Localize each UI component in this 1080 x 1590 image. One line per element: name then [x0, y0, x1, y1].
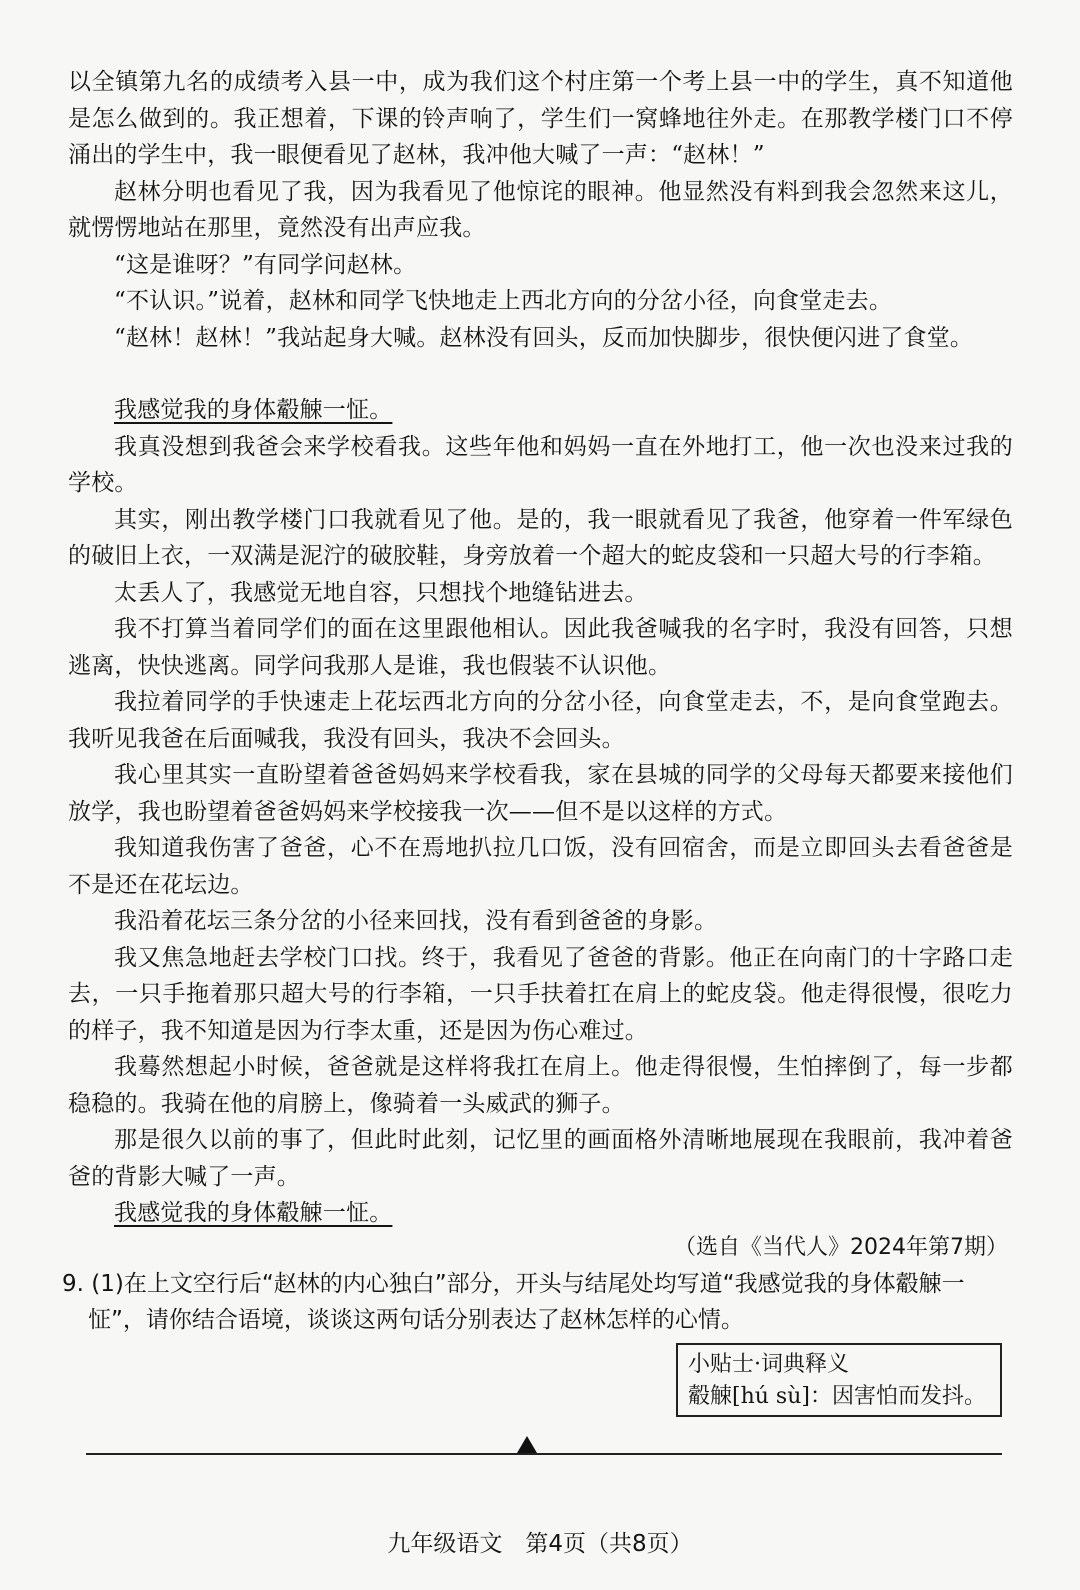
paragraph: “不认识。”说着，赵林和同学飞快地走上西北方向的分岔小径，向食堂走去。 — [114, 288, 893, 314]
paragraph: 我知道我伤害了爸爸，心不在焉地扒拉几口饭，没有回宿舍，而是立即回头去看爸爸是不是还在花坛边。 — [68, 835, 1013, 898]
paragraph: 赵林分明也看见了我，因为我看见了他惊诧的眼神。他显然没有料到我会忽然来这儿，就愣愣地站在那里，竟然没有出声应我。 — [68, 178, 1013, 241]
paragraph: 太丢人了，我感觉无地自容，只想找个地缝钻进去。 — [114, 579, 648, 606]
paragraph: “赵林！赵林！”我站起身大喊。赵林没有回头，反而加快脚步，很快便闪进了食堂。 — [114, 324, 974, 351]
question-9 — [62, 1266, 1012, 1338]
tip-definition: 觳觫[hú sù]：因害怕而发抖。 — [688, 1384, 986, 1409]
underlined-sentence-start — [68, 392, 1013, 429]
paragraph: 我不打算当着同学们的面在这里跟他相认。因此我爸喊我的名字时，我没有回答，只想逃离，快快逃离。同学问我那人是谁，我也假装不认识他。 — [68, 616, 1013, 679]
tip-title: 小贴士·词典释义 — [688, 1352, 849, 1377]
paragraph: 我心里其实一直盼望着爸爸妈妈来学校看我，家在县城的同学的父母每天都要来接他们放学，我也盼望着爸爸妈妈来学校接我一次——但不是以这样的方式。 — [68, 762, 1013, 825]
paragraph: 我拉着同学的手快速走上花坛西北方向的分岔小径，向食堂走去，不，是向食堂跑去。我听见我爸在后面喊我，我没有回头，我决不会回头。 — [68, 689, 1013, 752]
source-citation: （选自《当代人》2024年第7期） — [674, 1235, 1008, 1260]
paragraph: 我真没想到我爸会来学校看我。这些年他和妈妈一直在外地打工，他一次也没来过我的学校。 — [68, 433, 1013, 496]
question-text: 9. (1)在上文空行后“赵林的内心独白”部分，开头与结尾处均写道“我感觉我的身体觳觫一怔”，请你结合语境，谈谈这两句话分别表达了赵林怎样的心情。 — [62, 1271, 965, 1333]
paragraph: “这是谁呀？”有同学问赵林。 — [114, 251, 417, 278]
story-text — [68, 64, 1013, 1232]
dictionary-tip-box — [676, 1343, 1002, 1417]
underlined-text: 我感觉我的身体觳觫一怔。 — [114, 397, 393, 423]
blank-line — [68, 356, 1013, 392]
paragraph: 以全镇第九名的成绩考入县一中，成为我们这个村庄第一个考上县一中的学生，真不知道他是怎么做到的。我正想着，下课的铃声响了，学生们一窝蜂地往外走。在那教学楼门口不停涌出的学生中，我一眼便看见了赵林，我冲他大喊了一声：“赵林！” — [68, 69, 1013, 168]
triangle-icon — [517, 1436, 537, 1453]
paragraph: 我沿着花坛三条分岔的小径来回找，没有看到爸爸的身影。 — [114, 908, 718, 934]
page-divider — [86, 1453, 1002, 1455]
page-footer: 九年级语文 第4页（共8页） — [387, 1531, 693, 1557]
paragraph: 我蓦然想起小时候，爸爸就是这样将我扛在肩上。他走得很慢，生怕摔倒了，每一步都稳稳的。我骑在他的肩膀上，像骑着一头威武的狮子。 — [68, 1054, 1013, 1117]
paragraph: 我又焦急地赶去学校门口找。终于，我看见了爸爸的背影。他正在向南门的十字路口走去，一只手拖着那只超大号的行李箱，一只手扶着扛在肩上的蛇皮袋。他走得很慢，很吃力的样子，我不知道是因为行李太重，还是因为伤心难过。 — [68, 944, 1013, 1044]
underlined-sentence-end — [68, 1195, 1013, 1232]
paragraph: 其实，刚出教学楼门口我就看见了他。是的，我一眼就看见了我爸，他穿着一件军绿色的破旧上衣，一双满是泥泞的破胶鞋，身旁放着一个超大的蛇皮袋和一只超大号的行李箱。 — [68, 506, 1013, 569]
underlined-text: 我感觉我的身体觳觫一怔。 — [114, 1200, 393, 1226]
paragraph: 那是很久以前的事了，但此时此刻，记忆里的画面格外清晰地展现在我眼前，我冲着爸爸的背影大喊了一声。 — [68, 1127, 1013, 1190]
